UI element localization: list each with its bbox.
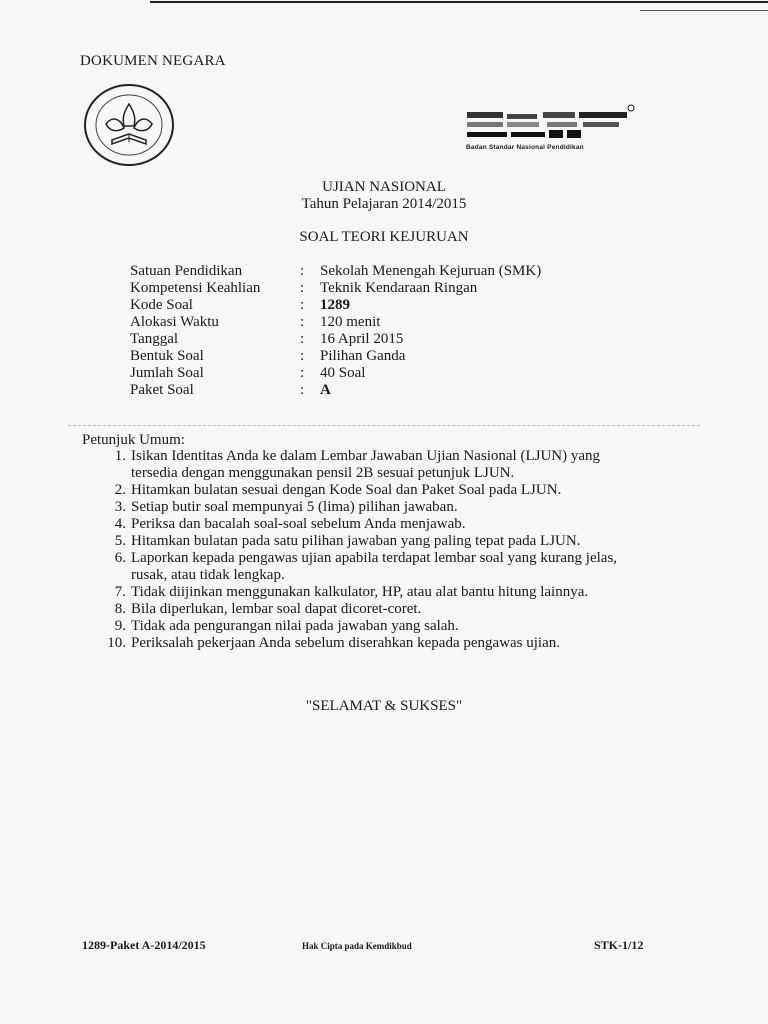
info-value: 120 menit <box>320 314 381 330</box>
info-separator: : <box>300 280 305 296</box>
instruction-number: 9. <box>114 618 126 634</box>
info-separator: : <box>300 297 305 313</box>
info-label: Tanggal <box>130 331 179 347</box>
top-border-line-secondary <box>640 10 768 11</box>
info-label: Bentuk Soal <box>130 348 204 364</box>
exam-subject: SOAL TEORI KEJURUAN <box>299 229 469 245</box>
info-label: Kode Soal <box>130 297 193 313</box>
info-value: 1289 <box>320 297 350 313</box>
info-separator: : <box>300 348 305 364</box>
instruction-item <box>100 601 640 618</box>
instruction-number: 2. <box>114 482 126 498</box>
info-label: Paket Soal <box>130 382 194 398</box>
info-value: Sekolah Menengah Kejuruan (SMK) <box>320 263 542 279</box>
instruction-item <box>100 584 640 601</box>
info-row <box>130 348 541 365</box>
closing-greeting: "SELAMAT & SUKSES" <box>305 698 463 714</box>
exam-title: UJIAN NASIONAL <box>322 179 446 195</box>
instruction-text: Setiap butir soal mempunyai 5 (lima) pilihan jawaban. <box>131 499 458 515</box>
exam-info-table <box>130 263 541 399</box>
instruction-number: 3. <box>114 499 126 515</box>
info-row <box>130 382 541 399</box>
info-value: Teknik Kendaraan Ringan <box>320 280 478 296</box>
instruction-text: Periksa dan bacalah soal-soal sebelum Anda menjawab. <box>131 516 466 532</box>
instruction-item <box>100 618 640 635</box>
info-label: Alokasi Waktu <box>130 314 219 330</box>
info-separator: : <box>300 382 305 398</box>
instruction-item <box>100 533 640 550</box>
info-label: Jumlah Soal <box>130 365 204 381</box>
instruction-item <box>100 635 640 652</box>
footer-page-number: STK-1/12 <box>594 938 644 952</box>
instruction-number: 1. <box>114 448 126 464</box>
instruction-text: Periksalah pekerjaan Anda sebelum diserahkan kepada pengawas ujian. <box>131 635 561 651</box>
info-value: 16 April 2015 <box>320 331 404 347</box>
instruction-item <box>100 550 640 584</box>
info-value: 40 Soal <box>320 365 366 381</box>
info-separator: : <box>300 365 305 381</box>
instruction-text: Laporkan kepada pengawas ujian apabila terdapat lembar soal yang kurang jelas, rusak, atau tidak lengkap. <box>131 550 618 583</box>
info-row <box>130 365 541 382</box>
instruction-number: 7. <box>114 584 126 600</box>
info-row <box>130 263 541 280</box>
section-divider <box>68 425 700 427</box>
instruction-number: 4. <box>114 516 126 532</box>
info-label: Kompetensi Keahlian <box>130 280 261 296</box>
info-value: Pilihan Ganda <box>320 348 406 364</box>
instruction-item <box>100 516 640 533</box>
instruction-text: Hitamkan bulatan sesuai dengan Kode Soal dan Paket Soal pada LJUN. <box>131 482 562 498</box>
instruction-text: Hitamkan bulatan pada satu pilihan jawaban yang paling tepat pada LJUN. <box>131 533 581 549</box>
info-separator: : <box>300 331 305 347</box>
instruction-number: 6. <box>114 550 126 566</box>
instruction-number: 10. <box>107 635 126 651</box>
footer-copyright: Hak Cipta pada Kemdikbud <box>302 941 412 951</box>
info-row <box>130 331 541 348</box>
instructions-title: Petunjuk Umum: <box>82 432 185 448</box>
info-separator: : <box>300 263 305 279</box>
instruction-text: Tidak ada pengurangan nilai pada jawaban yang salah. <box>131 618 459 634</box>
instruction-item <box>100 499 640 516</box>
instruction-text: Tidak diijinkan menggunakan kalkulator, HP, atau alat bantu hitung lainnya. <box>131 584 589 600</box>
instruction-text: Bila diperlukan, lembar soal dapat dicoret-coret. <box>131 601 422 617</box>
instruction-number: 5. <box>114 533 126 549</box>
instruction-text: Isikan Identitas Anda ke dalam Lembar Jawaban Ujian Nasional (LJUN) yang tersedia dengan menggunakan pensil 2B sesuai petunjuk LJUN. <box>131 448 601 481</box>
instructions-list <box>100 448 640 652</box>
instruction-item <box>100 482 640 499</box>
document-classification: DOKUMEN NEGARA <box>80 53 226 69</box>
info-label: Satuan Pendidikan <box>130 263 243 279</box>
info-separator: : <box>300 314 305 330</box>
info-value: A <box>320 382 331 398</box>
instruction-number: 8. <box>114 601 126 617</box>
academic-year: Tahun Pelajaran 2014/2015 <box>301 196 467 212</box>
footer-code: 1289-Paket A-2014/2015 <box>82 938 206 952</box>
tut-wuri-handayani-logo <box>82 82 176 168</box>
bsnp-subtitle: Badan Standar Nasional Pendidikan <box>466 144 584 151</box>
info-row <box>130 297 541 314</box>
instruction-item <box>100 448 640 482</box>
info-row <box>130 280 541 297</box>
top-border-line <box>150 1 768 3</box>
info-row <box>130 314 541 331</box>
